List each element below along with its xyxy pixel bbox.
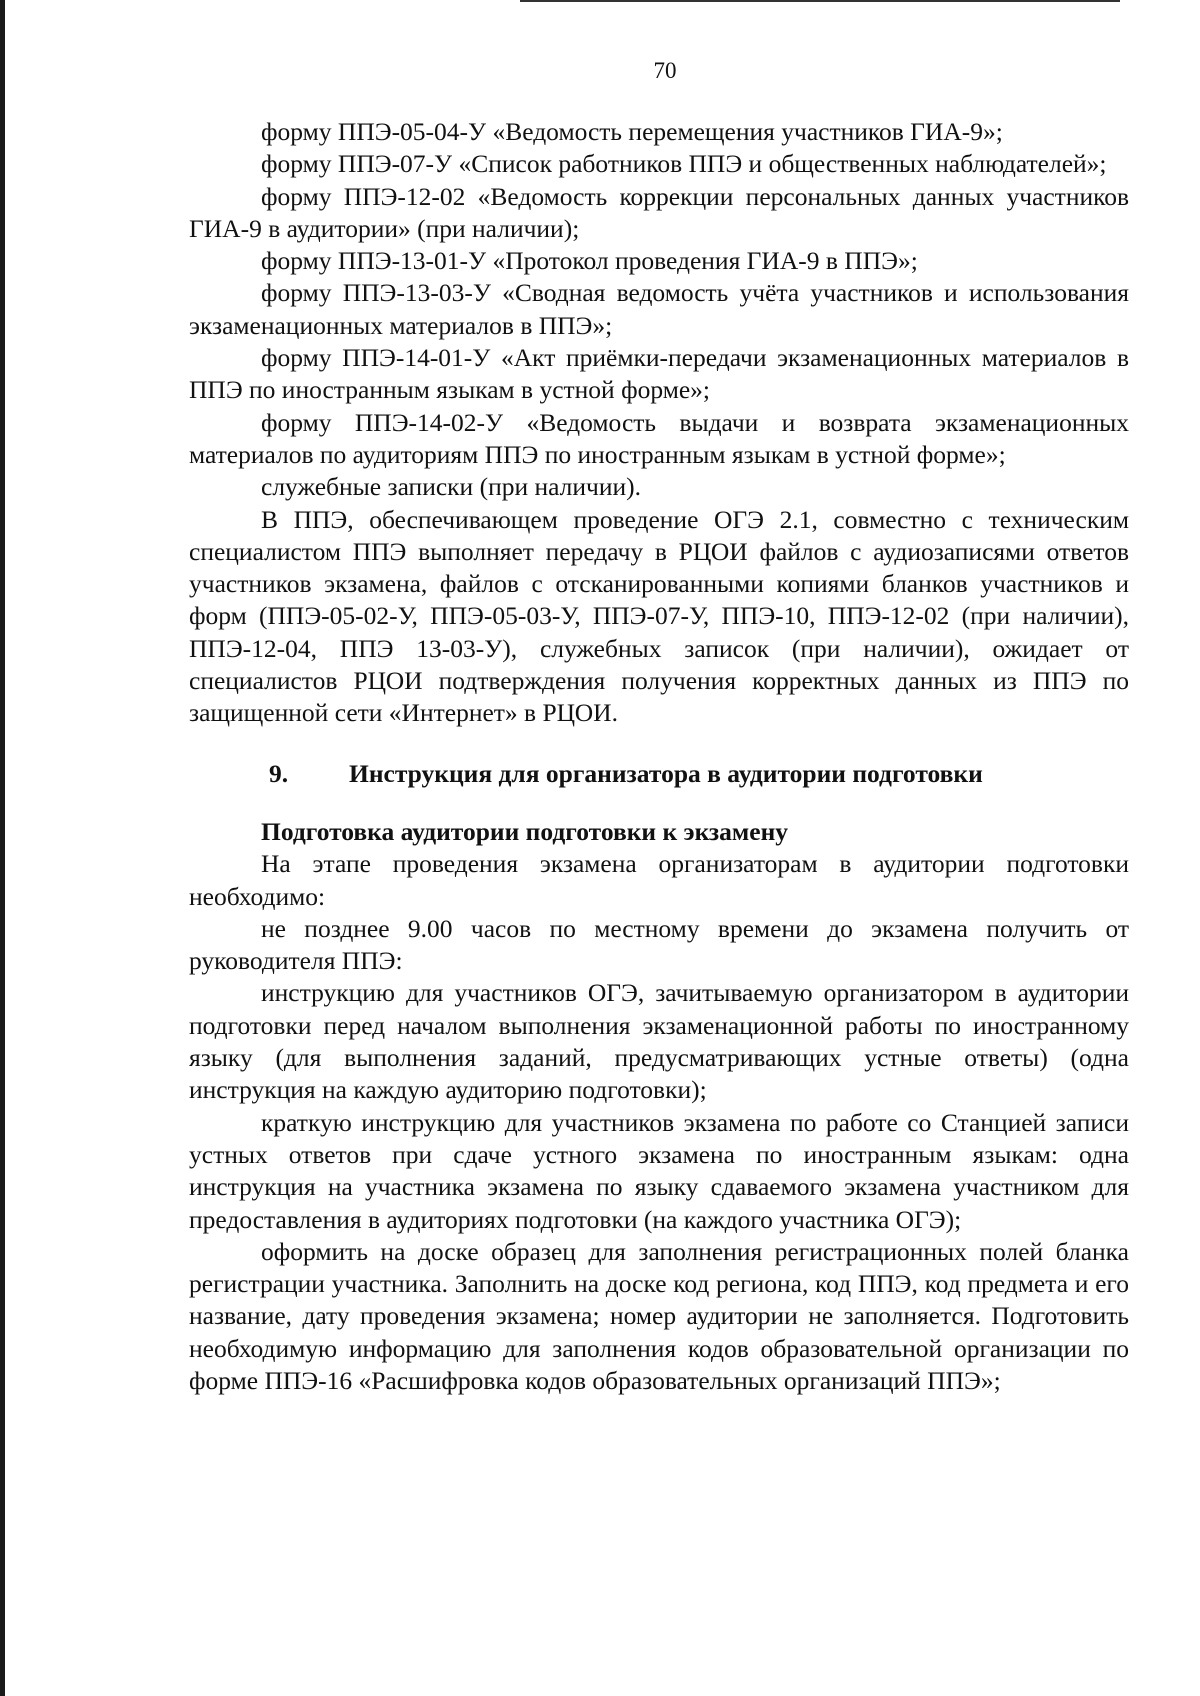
paragraph-service-notes: служебные записки (при наличии). [261,472,642,502]
paragraph-board-sample: оформить на доске образец для заполнения регистрационных полей бланка регистрации участника. Заполнить на доске код региона, код ППЭ, код предмета и его название, дату проведения экзамена; номер аудитории не заполняется. Подготовить необходимую информацию для заполнения кодов образовательной организации по форме ППЭ-16 «Расшифровка кодов образовательных организаций ППЭ»; [189,1236,1129,1395]
paragraph-form-07: форму ППЭ-07-У «Список работников ППЭ и общественных наблюдателей»; [261,149,1107,179]
scan-edge-top [520,0,1120,2]
section-number: 9. [269,758,289,788]
paragraph-form-13-01: форму ППЭ-13-01-У «Протокол проведения ГИА-9 в ППЭ»; [261,246,918,276]
paragraph-receive-deadline: не позднее 9.00 часов по местному времени до экзамена получить от руководителя ППЭ: [189,913,1129,976]
paragraph-form-05-04: форму ППЭ-05-04-У «Ведомость перемещения участников ГИА-9»; [261,117,1003,146]
subsection-heading: Подготовка аудитории подготовки к экзамену [261,816,789,846]
paragraph-form-14-01: форму ППЭ-14-01-У «Акт приёмки-передачи экзаменационных материалов в ППЭ по иностранным языкам в устной форме»; [189,343,1129,405]
section-heading [189,758,1129,790]
paragraph-form-14-02: форму ППЭ-14-02-У «Ведомость выдачи и возврата экзаменационных материалов по аудиториям ППЭ по иностранным языкам в устной форме»; [189,407,1129,469]
document-body [189,116,1129,1397]
paragraph-intro: На этапе проведения экзамена организаторам в аудитории подготовки необходимо: [189,849,1129,911]
paragraph-form-12-02: форму ППЭ-12-02 «Ведомость коррекции персональных данных участников ГИА-9 в аудитории» (при наличии); [189,181,1129,243]
scan-edge-left [0,0,5,1696]
paragraph-transfer-rcoi: В ППЭ, обеспечивающем проведение ОГЭ 2.1, совместно с техническим специалистом ППЭ выполняет передачу в РЦОИ файлов с аудиозаписями ответов участников экзамена, файлов с отсканированными копиями бланков участников и форм (ППЭ-05-02-У, ППЭ-05-03-У, ППЭ-07-У, ППЭ-10, ППЭ-12-02 (при наличии), ППЭ-12-04, ППЭ 13-03-У), служебных записок (при наличии), ожидает от специалистов РЦОИ подтверждения получения корректных данных из ППЭ по защищенной сети «Интернет» в РЦОИ. [189,504,1129,728]
page-number: 70 [653,58,677,83]
paragraph-instruction-participants: инструкцию для участников ОГЭ, зачитываемую организатором в аудитории подготовки перед началом выполнения экзаменационной работы по иностранному языку (для выполнения заданий, предусматривающих устные ответы) (одна инструкция на каждую аудиторию подготовки); [189,978,1129,1105]
paragraph-short-instruction: краткую инструкцию для участников экзамена по работе со Станцией записи устных ответов при сдаче устного экзамена по иностранным языкам: одна инструкция на участника экзамена по языку сдаваемого экзамена участником для предоставления в аудиториях подготовки (на каждого участника ОГЭ); [189,1107,1129,1234]
paragraph-form-13-03: форму ППЭ-13-03-У «Сводная ведомость учёта участников и использования экзаменационных материалов в ППЭ»; [189,278,1129,340]
section-title: Инструкция для организатора в аудитории подготовки [349,758,983,788]
